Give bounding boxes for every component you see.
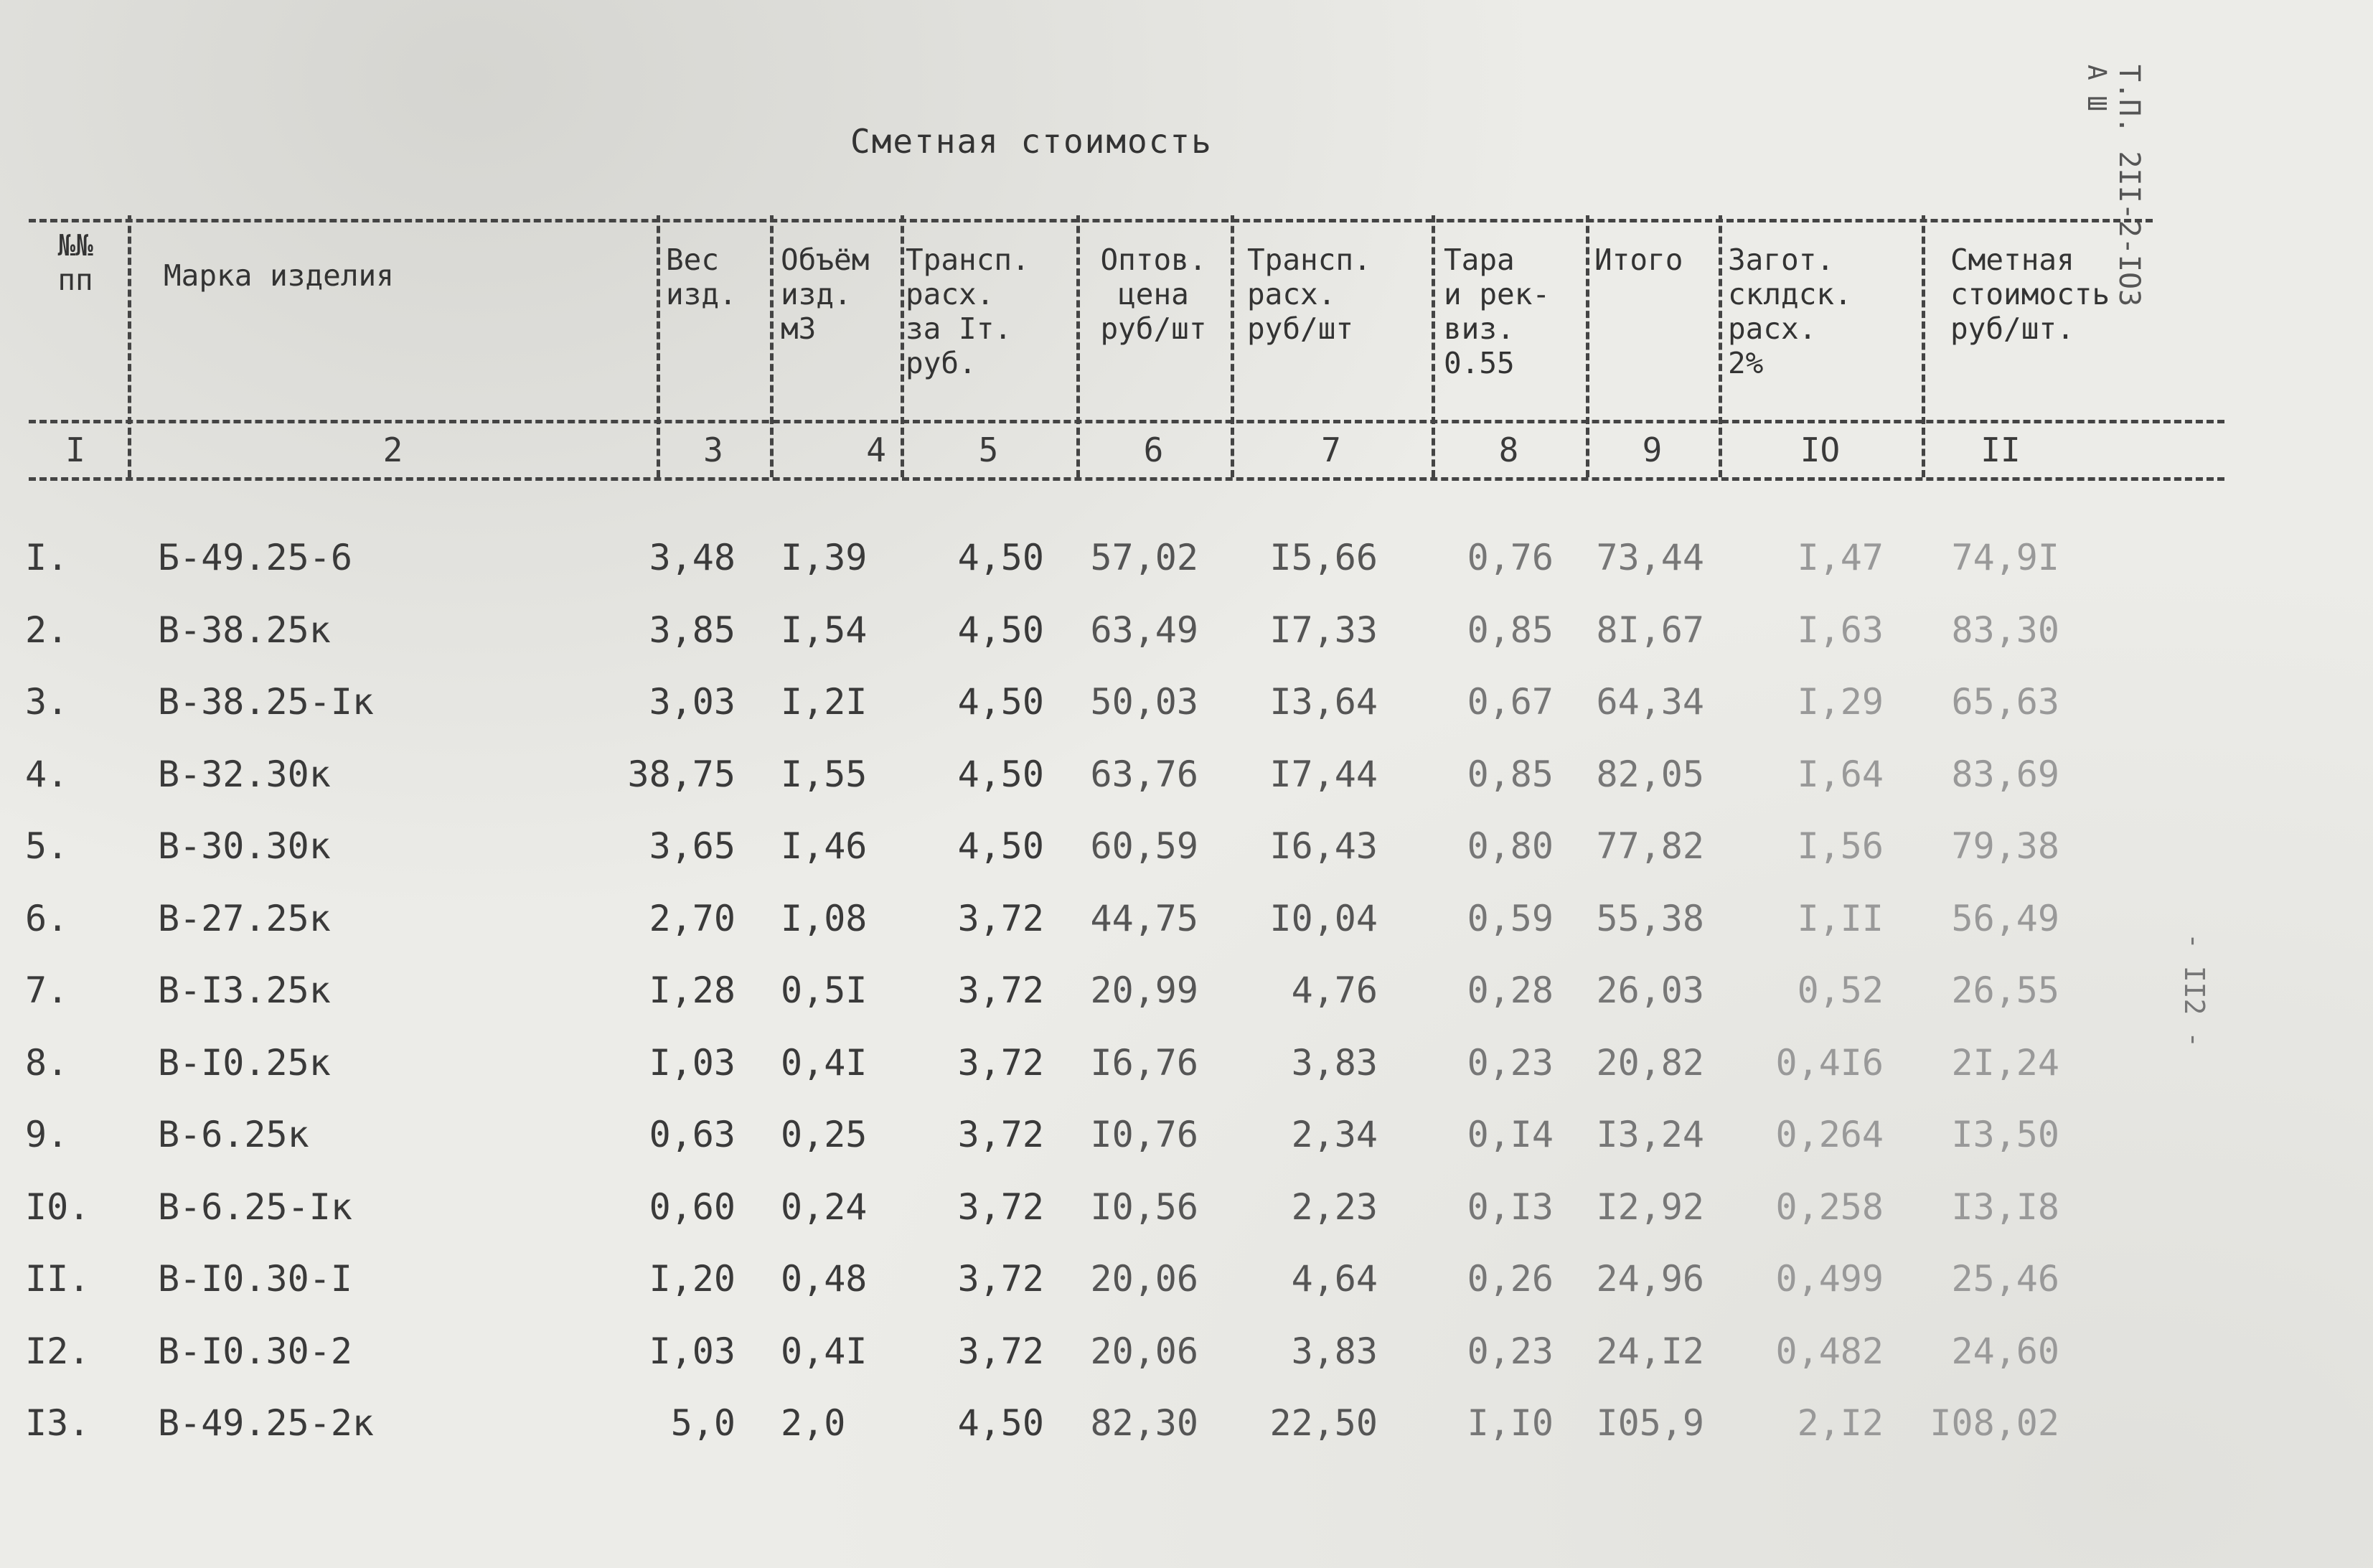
- cell-transport-per-unit: I7,44: [1269, 753, 1378, 795]
- header-weight: Вес изд.: [666, 243, 737, 311]
- col-number: II: [1980, 431, 2021, 469]
- cell-volume: I,55: [781, 753, 868, 795]
- cell-weight: I,03: [649, 1041, 736, 1084]
- cell-estimated-cost: 25,46: [1951, 1258, 2059, 1300]
- cell-transport-per-ton: 3,72: [957, 897, 1044, 939]
- cell-procurement: 0,264: [1775, 1114, 1884, 1155]
- cell-wholesale-price: I0,56: [1090, 1186, 1198, 1228]
- cell-total: 77,82: [1596, 825, 1704, 867]
- cell-volume: 2,0: [781, 1402, 846, 1444]
- cell-transport-per-ton: 4,50: [957, 609, 1044, 651]
- cell-product-mark: В-49.25-2к: [158, 1402, 375, 1444]
- cell-estimated-cost: I3,50: [1951, 1114, 2059, 1155]
- cell-volume: 0,5I: [781, 970, 868, 1011]
- cell-wholesale-price: 20,06: [1090, 1330, 1198, 1372]
- cell-weight: I,28: [649, 970, 736, 1011]
- cell-total: 24,I2: [1596, 1330, 1704, 1372]
- cell-product-mark: В-6.25к: [158, 1114, 309, 1155]
- cell-procurement: I,47: [1797, 537, 1884, 578]
- cell-transport-per-unit: 3,83: [1291, 1041, 1378, 1084]
- cell-procurement: 0,258: [1775, 1186, 1884, 1228]
- cell-weight: 0,63: [649, 1114, 736, 1155]
- cell-transport-per-ton: 4,50: [957, 681, 1044, 723]
- cell-row-number: 6.: [25, 897, 69, 939]
- table-header-rule: [29, 420, 2224, 423]
- cell-packaging: 0,23: [1467, 1330, 1554, 1372]
- cell-wholesale-price: I0,76: [1090, 1114, 1198, 1155]
- cell-volume: I,08: [781, 897, 868, 939]
- col-number: 5: [978, 431, 999, 469]
- cell-volume: I,2I: [781, 681, 868, 723]
- cell-wholesale-price: 20,06: [1090, 1258, 1198, 1300]
- cell-weight: 3,65: [649, 825, 736, 867]
- cell-transport-per-unit: I7,33: [1269, 609, 1378, 651]
- cell-transport-per-unit: 2,23: [1291, 1186, 1378, 1228]
- cell-transport-per-unit: 22,50: [1269, 1402, 1378, 1444]
- cell-estimated-cost: I3,I8: [1951, 1186, 2059, 1228]
- cell-packaging: I,I0: [1467, 1402, 1554, 1444]
- cell-estimated-cost: 83,69: [1951, 753, 2059, 795]
- cell-transport-per-ton: 3,72: [957, 1114, 1044, 1155]
- cell-row-number: I.: [25, 537, 69, 578]
- cell-total: 82,05: [1596, 753, 1704, 795]
- cell-transport-per-ton: 4,50: [957, 825, 1044, 867]
- cell-weight: I,03: [649, 1330, 736, 1372]
- cell-product-mark: В-27.25к: [158, 897, 331, 939]
- cell-row-number: 3.: [25, 681, 69, 723]
- cell-wholesale-price: 63,76: [1090, 753, 1198, 795]
- cell-transport-per-unit: 3,83: [1291, 1330, 1378, 1372]
- cell-transport-per-ton: 3,72: [957, 1258, 1044, 1300]
- header-packaging: Тара и рек- виз. 0.55: [1444, 243, 1551, 380]
- cell-packaging: 0,85: [1467, 753, 1554, 795]
- cell-procurement: 0,499: [1775, 1258, 1884, 1300]
- cell-row-number: 4.: [25, 753, 69, 795]
- cell-estimated-cost: 79,38: [1951, 825, 2059, 867]
- cell-transport-per-ton: 3,72: [957, 1186, 1044, 1228]
- cell-product-mark: В-30.30к: [158, 825, 331, 867]
- cell-packaging: 0,28: [1467, 970, 1554, 1011]
- cell-total: 55,38: [1596, 897, 1704, 939]
- cell-volume: 0,4I: [781, 1041, 868, 1084]
- cell-wholesale-price: 60,59: [1090, 825, 1198, 867]
- col-number: 7: [1321, 431, 1341, 469]
- cell-wholesale-price: 63,49: [1090, 609, 1198, 651]
- cell-product-mark: В-38.25к: [158, 609, 331, 651]
- cell-wholesale-price: 82,30: [1090, 1402, 1198, 1444]
- cell-procurement: I,56: [1797, 825, 1884, 867]
- cell-transport-per-unit: I0,04: [1269, 897, 1378, 939]
- cell-weight: 3,48: [649, 537, 736, 578]
- cell-transport-per-ton: 3,72: [957, 1041, 1044, 1084]
- cell-transport-per-ton: 4,50: [957, 1402, 1044, 1444]
- cell-product-mark: В-I0.30-I: [158, 1258, 352, 1300]
- cell-procurement: I,64: [1797, 753, 1884, 795]
- cell-volume: I,46: [781, 825, 868, 867]
- cell-row-number: II.: [25, 1258, 90, 1300]
- cell-wholesale-price: 20,99: [1090, 970, 1198, 1011]
- cell-volume: I,54: [781, 609, 868, 651]
- cell-packaging: 0,I4: [1467, 1114, 1554, 1155]
- cell-estimated-cost: 74,9I: [1951, 537, 2059, 578]
- cell-total: I2,92: [1596, 1186, 1704, 1228]
- cell-volume: 0,24: [781, 1186, 868, 1228]
- header-row-number: №№ пп: [57, 228, 93, 297]
- cell-weight: 0,60: [649, 1186, 736, 1228]
- header-estimated-cost: Сметная стоимость руб/шт.: [1950, 243, 2110, 346]
- col-number: 3: [703, 431, 723, 469]
- cell-wholesale-price: I6,76: [1090, 1041, 1198, 1084]
- cell-estimated-cost: I08,02: [1930, 1402, 2059, 1444]
- cell-total: 26,03: [1596, 970, 1704, 1011]
- cell-row-number: 5.: [25, 825, 69, 867]
- col-number: 4: [866, 431, 886, 469]
- cell-volume: 0,48: [781, 1258, 868, 1300]
- cell-procurement: I,63: [1797, 609, 1884, 651]
- cell-row-number: 8.: [25, 1041, 69, 1084]
- cell-weight: 2,70: [649, 897, 736, 939]
- cell-procurement: I,II: [1797, 897, 1884, 939]
- cell-transport-per-unit: I6,43: [1269, 825, 1378, 867]
- header-total: Итого: [1594, 243, 1683, 277]
- page-number: - II2 -: [2179, 933, 2210, 1048]
- col-number: 9: [1642, 431, 1663, 469]
- cell-transport-per-ton: 4,50: [957, 753, 1044, 795]
- cell-packaging: 0,I3: [1467, 1186, 1554, 1228]
- cell-row-number: 7.: [25, 970, 69, 1011]
- page-title: Сметная стоимость: [850, 122, 1213, 161]
- col-number: 8: [1498, 431, 1519, 469]
- cell-product-mark: В-I3.25к: [158, 970, 331, 1011]
- cell-estimated-cost: 2I,24: [1951, 1041, 2059, 1084]
- cell-transport-per-unit: 2,34: [1291, 1114, 1378, 1155]
- cell-procurement: I,29: [1797, 681, 1884, 723]
- cell-weight: I,20: [649, 1258, 736, 1300]
- cell-procurement: 0,52: [1797, 970, 1884, 1011]
- cell-total: 24,96: [1596, 1258, 1704, 1300]
- cell-transport-per-unit: 4,76: [1291, 970, 1378, 1011]
- cell-estimated-cost: 26,55: [1951, 970, 2059, 1011]
- table-top-rule: [29, 219, 2153, 222]
- header-volume: Объём изд. м3: [781, 243, 870, 346]
- cell-row-number: I0.: [25, 1186, 90, 1228]
- cell-weight: 38,75: [627, 753, 736, 795]
- cell-packaging: 0,85: [1467, 609, 1554, 651]
- document-code-line1: Т.П. 2II-2-IO3: [2113, 65, 2146, 307]
- document-code: [2082, 65, 2146, 307]
- cell-transport-per-ton: 4,50: [957, 537, 1044, 578]
- cell-packaging: 0,67: [1467, 681, 1554, 723]
- cell-product-mark: В-I0.25к: [158, 1041, 331, 1084]
- cell-product-mark: В-I0.30-2: [158, 1330, 352, 1372]
- cell-procurement: 2,I2: [1797, 1402, 1884, 1444]
- cell-wholesale-price: 57,02: [1090, 537, 1198, 578]
- cell-packaging: 0,26: [1467, 1258, 1554, 1300]
- cell-total: 8I,67: [1596, 609, 1704, 651]
- cell-estimated-cost: 56,49: [1951, 897, 2059, 939]
- cell-row-number: 2.: [25, 609, 69, 651]
- cell-row-number: I2.: [25, 1330, 90, 1372]
- header-product-mark: Марка изделия: [164, 258, 394, 293]
- cell-estimated-cost: 65,63: [1951, 681, 2059, 723]
- cell-transport-per-ton: 3,72: [957, 970, 1044, 1011]
- cell-product-mark: В-32.30к: [158, 753, 331, 795]
- cell-total: 20,82: [1596, 1041, 1704, 1084]
- cell-estimated-cost: 24,60: [1951, 1330, 2059, 1372]
- cell-estimated-cost: 83,30: [1951, 609, 2059, 651]
- cell-packaging: 0,23: [1467, 1041, 1554, 1084]
- header-transport-per-ton: Трансп. расх. за Iт. руб.: [906, 243, 1030, 380]
- document-code-line2: А Ш: [2082, 65, 2111, 112]
- table-number-rule: [29, 477, 2224, 481]
- cell-row-number: 9.: [25, 1114, 69, 1155]
- cell-product-mark: В-38.25-Iк: [158, 681, 375, 723]
- cell-wholesale-price: 44,75: [1090, 897, 1198, 939]
- cell-row-number: I3.: [25, 1402, 90, 1444]
- cell-volume: I,39: [781, 537, 868, 578]
- col-number: 2: [382, 431, 403, 469]
- cell-weight: 5,0: [670, 1402, 736, 1444]
- cell-product-mark: Б-49.25-6: [158, 537, 352, 578]
- header-transport-per-unit: Трансп. расх. руб/шт: [1247, 243, 1371, 346]
- cell-procurement: 0,482: [1775, 1330, 1884, 1372]
- cell-procurement: 0,4I6: [1775, 1041, 1884, 1084]
- cell-packaging: 0,80: [1467, 825, 1554, 867]
- cell-total: I05,9: [1596, 1402, 1704, 1444]
- cell-product-mark: В-6.25-Iк: [158, 1186, 352, 1228]
- cell-packaging: 0,76: [1467, 537, 1554, 578]
- cell-transport-per-unit: 4,64: [1291, 1258, 1378, 1300]
- cell-volume: 0,4I: [781, 1330, 868, 1372]
- header-wholesale-price: Оптов. цена руб/шт: [1100, 243, 1207, 346]
- cell-volume: 0,25: [781, 1114, 868, 1155]
- col-number: I: [65, 431, 85, 469]
- cell-total: I3,24: [1596, 1114, 1704, 1155]
- cell-transport-per-unit: I3,64: [1269, 681, 1378, 723]
- cell-wholesale-price: 50,03: [1090, 681, 1198, 723]
- cell-packaging: 0,59: [1467, 897, 1554, 939]
- cell-transport-per-ton: 3,72: [957, 1330, 1044, 1372]
- cell-transport-per-unit: I5,66: [1269, 537, 1378, 578]
- col-number: IO: [1800, 431, 1841, 469]
- cell-weight: 3,03: [649, 681, 736, 723]
- cell-total: 73,44: [1596, 537, 1704, 578]
- header-procurement: Загот. склдск. расх. 2%: [1728, 243, 1852, 380]
- col-number: 6: [1143, 431, 1164, 469]
- cell-total: 64,34: [1596, 681, 1704, 723]
- cell-weight: 3,85: [649, 609, 736, 651]
